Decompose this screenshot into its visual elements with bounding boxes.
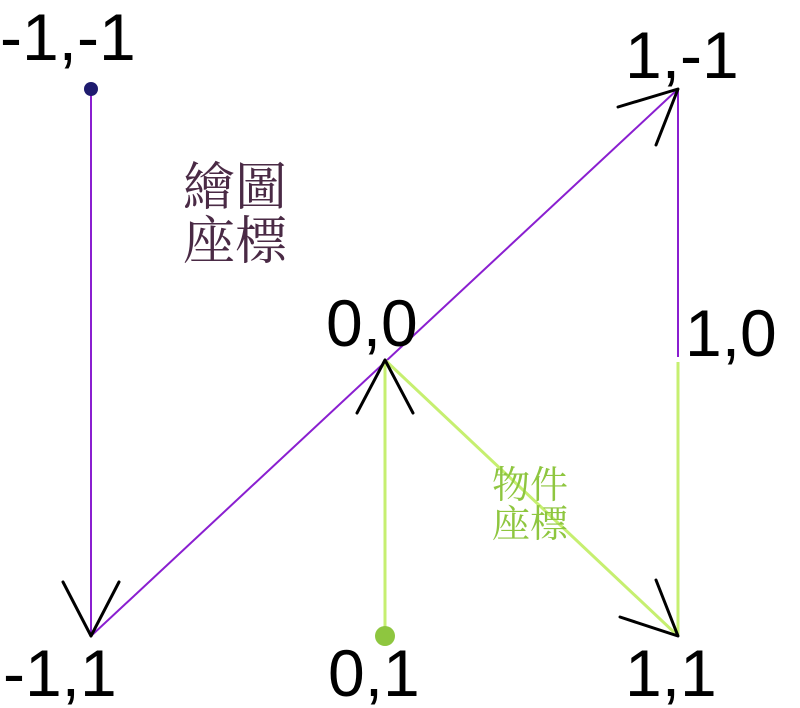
drawing-coordinates-label	[183, 158, 288, 272]
drawing-start-dot	[84, 82, 98, 96]
label-center: 0,0	[326, 286, 418, 360]
object-coordinates-label	[492, 463, 569, 546]
object-label-line1: 物件	[492, 463, 569, 507]
drawing-label-line1: 繪圖	[183, 158, 288, 218]
label-bottom-middle: 0,1	[328, 636, 420, 708]
label-bottom-right: 1,1	[625, 636, 717, 708]
label-right-middle: 1,0	[685, 296, 777, 370]
drawing-label-line2: 座標	[183, 212, 288, 272]
object-label-line2: 座標	[492, 502, 569, 546]
label-bottom-left: -1,1	[3, 636, 117, 708]
label-top-right: 1,-1	[625, 18, 739, 92]
label-top-left: -1,-1	[0, 0, 136, 74]
